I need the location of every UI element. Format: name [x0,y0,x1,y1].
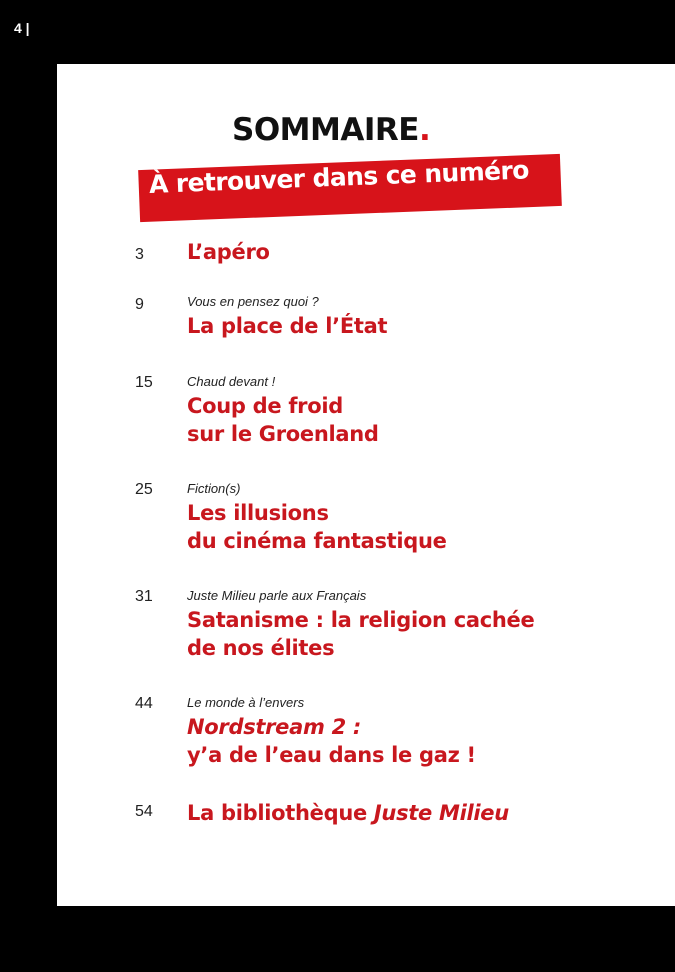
toc-heading-line: de nos élites [187,636,335,660]
toc-heading-line: sur le Groenland [187,422,379,446]
title-text: SOMMAIRE [232,112,419,148]
toc-page-number: 15 [135,374,153,391]
toc-page-number: 54 [135,803,153,820]
toc-heading-line: Satanisme : la religion cachée [187,608,535,632]
toc-kicker: Le monde à l’envers [187,695,305,710]
toc-page-number: 3 [135,246,144,263]
toc-heading [187,713,476,769]
page-number: 4 | [14,20,30,36]
toc-kicker: Fiction(s) [187,481,241,496]
toc-kicker: Chaud devant ! [187,374,276,389]
toc-heading [187,499,447,555]
toc-heading-line: Coup de froid [187,394,343,418]
toc-heading [187,799,509,827]
toc-heading [187,392,379,448]
toc-heading-line: y’a de l’eau dans le gaz ! [187,743,476,767]
toc-heading [187,606,534,662]
toc-heading-line: La place de l’État [187,314,388,338]
toc-heading-line: L’apéro [187,240,270,264]
toc-kicker: Juste Milieu parle aux Français [187,588,367,603]
title-dot: . [418,112,431,148]
toc-heading [187,238,270,266]
toc-heading-line: du cinéma fantastique [187,529,447,553]
banner-text: À retrouver dans ce numéro [148,155,530,199]
toc-heading-italic-part: Juste Milieu [373,801,509,825]
toc-heading-line: Nordstream 2 : [187,715,362,739]
toc-page-number: 31 [135,588,153,605]
contents-page [57,64,675,906]
toc-kicker: Vous en pensez quoi ? [187,294,319,309]
toc-heading-line: Les illusions [187,501,329,525]
toc-heading [187,312,387,340]
toc-page-number: 9 [135,296,144,313]
toc-heading-part: La bibliothèque [187,801,374,825]
toc-page-number: 25 [135,481,153,498]
page-title [232,112,430,148]
toc-page-number: 44 [135,695,153,712]
